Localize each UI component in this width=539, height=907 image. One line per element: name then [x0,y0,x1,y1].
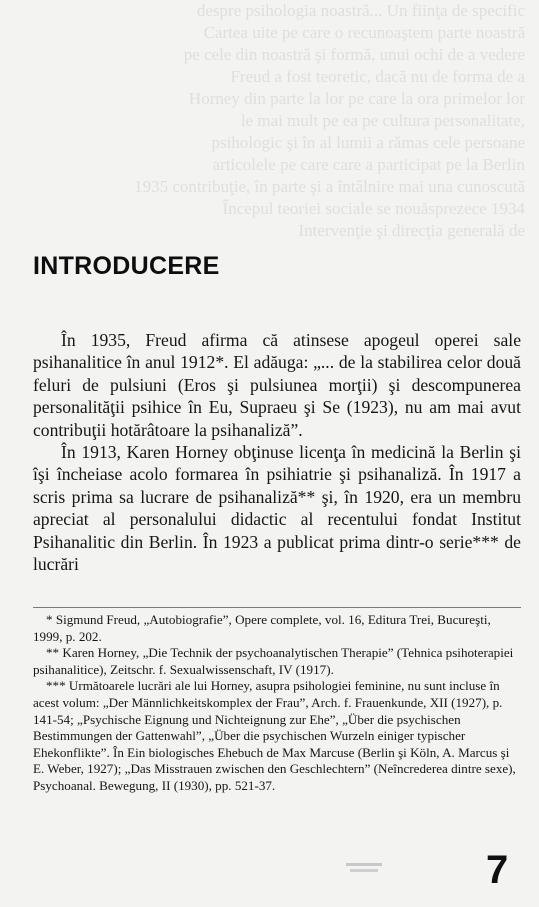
footnote: * Sigmund Freud, „Autobiografie”, Opere complete, vol. 16, Editura Trei, Bucureşti, 1999, p. 202. [33,612,491,644]
footnotes [33,612,521,795]
show-through-imprint [336,862,392,879]
page-number: 7 [486,848,509,892]
paragraph: În 1913, Karen Horney obţinuse licenţa în medicină la Berlin şi îşi încheiase acolo formarea în psihiatrie şi psihanaliză. În 1917 a scris prima sa lucrare de psihanaliză** şi, în 1920, era un membru apreciat al personalului didactic al recentului fondat Institut Psihanalitic din Berlin. În 1923 a publicat prima dintr-o serie*** de lucrări [33,442,521,575]
show-through-text: despre psihologia noastră... Un fiinţa de specific Cartea uite pe care o recunoaştem parte noastră pe cele din noastră şi formă, unui ochi de a vedere Freud a fost teoretic, dacă nu de forma de a Horney din parte la lor pe care la ora primelor lor le mai mult pe ea pe cultura personalitate, psihologic şi în al lumii a rămas cele persoane articolele pe care care a participat pe la Berlin 1935 contribuţie, în parte şi a întâlnire mai una cunoscută Începul teoriei sociale se nouăsprezece 1934 Intervenţie şi direcţia generală de [134,1,525,240]
body-text [33,329,521,575]
paragraph: În 1935, Freud afirma că atinsese apogeul operei sale psihanalitice în anul 1912*. El adăuga: „... de la stabilirea celor două feluri de pulsiuni (Eros şi pulsiunea morţii) şi descompunerea personalităţii psihice în Eu, Supraeu şi Se (1923), nu am mai avut contribuţii hotărâtoare la psihanaliză”. [33,330,521,440]
chapter-heading: INTRODUCERE [33,252,220,280]
footnote-separator [33,607,521,608]
footnote: ** Karen Horney, „Die Technik der psychoanalytischen Therapie” (Tehnica psihoterapiei psihanalitice), Zeitschr. f. Sexualwissenschaft, IV (1917). [33,645,514,677]
faint-imprint-mark [336,862,392,876]
footnote: *** Următoarele lucrări ale lui Horney, asupra psihologiei feminine, nu sunt incluse în acest volum: „Der Männlichkeitskomplex der Frau”, Arch. f. Frauenkunde, XII (1927), p. 141-54; „Psychische Eignung und Nichteignung zur Ehe”, „Über die psychischen Bestimmungen der Gattenwahl”, „Über die psychischen Wurzeln einiger typischer Ehekonflikte”. În Ein biologisches Ehebuch de Max Marcuse (Berlin şi Köln, A. Marcus şi E. Weber, 1927); „Das Misstrauen zwischen den Geschlechtern” (Neîncrederea dintre sexe), Psychoanal. Bewegung, II (1930), pp. 521-37. [33,678,516,793]
